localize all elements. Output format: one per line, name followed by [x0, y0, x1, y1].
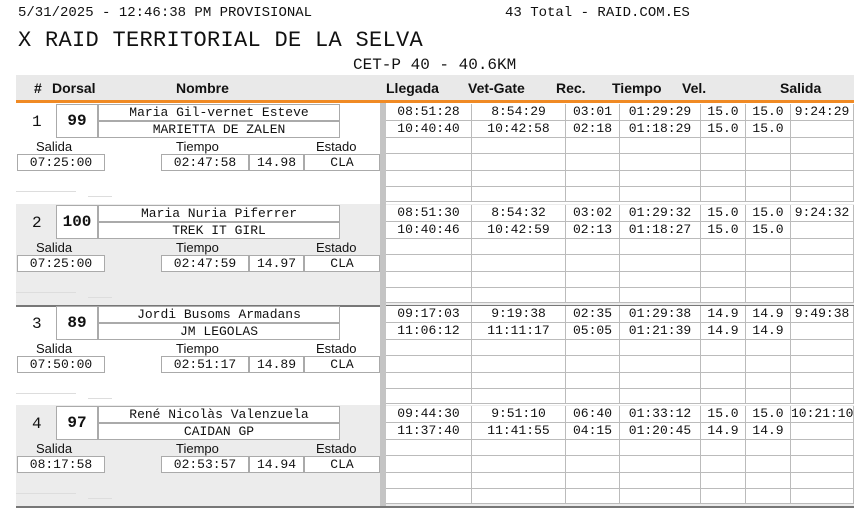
empty-cell — [746, 239, 791, 255]
loop-cell: 01:18:29 — [620, 121, 701, 138]
loop-cell — [791, 423, 854, 440]
loop-cell — [791, 222, 854, 239]
col-llegada: Llegada — [386, 80, 439, 96]
divider-line — [88, 297, 112, 298]
empty-cell — [472, 456, 566, 473]
empty-cell — [701, 389, 746, 404]
divider-line — [16, 493, 76, 494]
empty-cell — [566, 356, 620, 373]
loop-cell: 05:05 — [566, 323, 620, 340]
loop-cell: 15.0 — [746, 104, 791, 121]
empty-cell — [746, 473, 791, 489]
empty-cell — [566, 288, 620, 303]
start-time: 07:25:00 — [17, 255, 105, 272]
loop-cell — [791, 323, 854, 340]
col-dorsal: Dorsal — [52, 80, 96, 96]
empty-cell — [566, 340, 620, 356]
empty-cell — [620, 272, 701, 288]
loop-cell: 8:54:29 — [472, 104, 566, 121]
divider-line — [16, 393, 76, 394]
divider-line — [16, 191, 76, 192]
divider-line — [88, 498, 112, 499]
empty-cell — [566, 456, 620, 473]
loop-cell: 02:13 — [566, 222, 620, 239]
empty-cell — [386, 272, 472, 288]
loop-cell: 08:51:28 — [386, 104, 472, 121]
dorsal-number: 89 — [67, 314, 87, 332]
loop-cell: 8:54:32 — [472, 205, 566, 222]
empty-cell — [791, 272, 854, 288]
empty-cell — [386, 340, 472, 356]
empty-cell — [791, 239, 854, 255]
empty-cell — [620, 154, 701, 171]
start-time: 07:50:00 — [17, 356, 105, 373]
empty-cell — [791, 356, 854, 373]
loop-cell: 09:17:03 — [386, 306, 472, 323]
loop-cell: 06:40 — [566, 406, 620, 423]
loop-cell: 11:37:40 — [386, 423, 472, 440]
empty-cell — [746, 255, 791, 272]
rider-name: Maria Gil-vernet Esteve — [98, 104, 340, 121]
empty-cell — [566, 473, 620, 489]
loop-cell: 11:11:17 — [472, 323, 566, 340]
empty-cell — [791, 138, 854, 154]
empty-cell — [566, 138, 620, 154]
dorsal-number: 100 — [62, 213, 92, 231]
loop-cell: 03:02 — [566, 205, 620, 222]
empty-cell — [701, 356, 746, 373]
empty-cell — [472, 154, 566, 171]
empty-cell — [791, 456, 854, 473]
empty-cell — [386, 440, 472, 456]
divider-line — [88, 196, 112, 197]
salida-label: Salida — [36, 139, 73, 154]
tiempo-label: Tiempo — [176, 139, 219, 154]
empty-cell — [386, 473, 472, 489]
empty-cell — [791, 340, 854, 356]
empty-cell — [386, 138, 472, 154]
salida-label: Salida — [36, 240, 73, 255]
loop-grid — [386, 205, 854, 303]
empty-cell — [566, 389, 620, 404]
empty-cell — [386, 489, 472, 504]
empty-cell — [472, 288, 566, 303]
empty-cell — [386, 288, 472, 303]
empty-cell — [791, 288, 854, 303]
loop-cell — [791, 121, 854, 138]
avg-speed: 14.89 — [249, 356, 304, 373]
empty-cell — [386, 373, 472, 389]
empty-cell — [701, 456, 746, 473]
empty-cell — [386, 356, 472, 373]
loop-cell: 9:51:10 — [472, 406, 566, 423]
empty-cell — [746, 389, 791, 404]
col-rec: Rec. — [556, 80, 586, 96]
loop-cell: 01:29:29 — [620, 104, 701, 121]
result-row — [16, 103, 854, 206]
loop-cell: 01:29:32 — [620, 205, 701, 222]
loop-cell: 11:41:55 — [472, 423, 566, 440]
result-row — [16, 305, 854, 408]
avg-speed: 14.94 — [249, 456, 304, 473]
empty-cell — [620, 456, 701, 473]
empty-cell — [620, 389, 701, 404]
tiempo-label: Tiempo — [176, 341, 219, 356]
empty-cell — [791, 255, 854, 272]
empty-cell — [386, 187, 472, 202]
empty-cell — [620, 288, 701, 303]
total-time: 02:47:58 — [161, 154, 249, 171]
report-timestamp: 5/31/2025 - 12:46:38 PM PROVISIONAL — [18, 5, 313, 21]
page-title: X RAID TERRITORIAL DE LA SELVA — [18, 28, 424, 53]
empty-cell — [620, 255, 701, 272]
category-subtitle: CET-P 40 - 40.6KM — [353, 56, 517, 74]
empty-cell — [746, 489, 791, 504]
loop-cell: 02:18 — [566, 121, 620, 138]
loop-cell: 01:21:39 — [620, 323, 701, 340]
loop-cell: 14.9 — [701, 423, 746, 440]
total-time: 02:51:17 — [161, 356, 249, 373]
loop-cell: 15.0 — [701, 121, 746, 138]
empty-cell — [701, 187, 746, 202]
empty-cell — [746, 187, 791, 202]
horse-name: JM LEGOLAS — [98, 323, 340, 340]
tiempo-label: Tiempo — [176, 240, 219, 255]
empty-cell — [472, 138, 566, 154]
empty-cell — [386, 171, 472, 187]
loop-grid — [386, 104, 854, 202]
divider-line — [16, 292, 76, 293]
status: CLA — [304, 456, 380, 473]
loop-cell: 15.0 — [701, 104, 746, 121]
loop-cell: 02:35 — [566, 306, 620, 323]
result-row — [16, 204, 854, 307]
empty-cell — [566, 187, 620, 202]
empty-cell — [386, 456, 472, 473]
empty-cell — [791, 389, 854, 404]
loop-cell: 11:06:12 — [386, 323, 472, 340]
loop-cell: 03:01 — [566, 104, 620, 121]
col-pos: # — [34, 80, 42, 96]
empty-cell — [701, 473, 746, 489]
loop-cell: 15.0 — [701, 205, 746, 222]
empty-cell — [746, 340, 791, 356]
empty-cell — [386, 389, 472, 404]
loop-cell: 14.9 — [701, 306, 746, 323]
loop-cell: 14.9 — [746, 423, 791, 440]
position-number: 4 — [32, 415, 42, 433]
empty-cell — [620, 356, 701, 373]
loop-cell: 09:44:30 — [386, 406, 472, 423]
empty-cell — [566, 373, 620, 389]
rider-name: René Nicolàs Valenzuela — [98, 406, 340, 423]
loop-cell: 15.0 — [746, 121, 791, 138]
tiempo-label: Tiempo — [176, 441, 219, 456]
empty-cell — [472, 255, 566, 272]
empty-cell — [472, 340, 566, 356]
loop-cell: 14.9 — [746, 306, 791, 323]
loop-cell: 08:51:30 — [386, 205, 472, 222]
loop-cell: 9:49:38 — [791, 306, 854, 323]
start-time: 08:17:58 — [17, 456, 105, 473]
empty-cell — [620, 138, 701, 154]
loop-cell: 9:24:32 — [791, 205, 854, 222]
empty-cell — [746, 456, 791, 473]
empty-cell — [620, 340, 701, 356]
loop-cell: 10:21:10 — [791, 406, 854, 421]
table-header — [16, 75, 854, 103]
empty-cell — [566, 440, 620, 456]
rider-name: Maria Nuria Piferrer — [98, 205, 340, 222]
horse-name: MARIETTA DE ZALEN — [98, 121, 340, 138]
empty-cell — [566, 489, 620, 504]
empty-cell — [791, 373, 854, 389]
estado-label: Estado — [316, 341, 357, 356]
empty-cell — [472, 389, 566, 404]
loop-cell: 01:20:45 — [620, 423, 701, 440]
salida-label: Salida — [36, 341, 73, 356]
empty-cell — [701, 239, 746, 255]
empty-cell — [701, 255, 746, 272]
loop-cell: 01:18:27 — [620, 222, 701, 239]
empty-cell — [386, 154, 472, 171]
loop-cell: 15.0 — [746, 222, 791, 239]
avg-speed: 14.98 — [249, 154, 304, 171]
loop-cell: 15.0 — [701, 406, 746, 423]
empty-cell — [746, 440, 791, 456]
horse-name: TREK IT GIRL — [98, 222, 340, 239]
empty-cell — [701, 373, 746, 389]
empty-cell — [566, 272, 620, 288]
dorsal-number: 99 — [67, 112, 87, 130]
empty-cell — [386, 255, 472, 272]
position-number: 2 — [32, 214, 42, 232]
estado-label: Estado — [316, 441, 357, 456]
empty-cell — [472, 171, 566, 187]
rider-name: Jordi Busoms Armadans — [98, 306, 340, 323]
empty-cell — [566, 171, 620, 187]
col-vel: Vel. — [682, 80, 707, 96]
loop-cell: 14.9 — [746, 323, 791, 340]
loop-cell: 10:42:59 — [472, 222, 566, 239]
empty-cell — [472, 356, 566, 373]
empty-cell — [791, 187, 854, 202]
empty-cell — [701, 138, 746, 154]
total-count: 43 Total - RAID.COM.ES — [505, 5, 690, 21]
status: CLA — [304, 356, 380, 373]
empty-cell — [620, 473, 701, 489]
loop-cell: 14.9 — [701, 323, 746, 340]
status: CLA — [304, 154, 380, 171]
empty-cell — [472, 373, 566, 389]
loop-cell: 01:33:12 — [620, 406, 701, 423]
empty-cell — [701, 288, 746, 303]
estado-label: Estado — [316, 139, 357, 154]
divider-line — [88, 398, 112, 399]
empty-cell — [746, 138, 791, 154]
loop-cell: 9:19:38 — [472, 306, 566, 323]
empty-cell — [566, 154, 620, 171]
empty-cell — [701, 489, 746, 504]
position-number: 1 — [32, 113, 42, 131]
empty-cell — [701, 340, 746, 356]
loop-cell: 9:24:29 — [791, 104, 854, 121]
empty-cell — [620, 239, 701, 255]
empty-cell — [620, 187, 701, 202]
loop-cell: 10:42:58 — [472, 121, 566, 138]
empty-cell — [791, 171, 854, 187]
empty-cell — [746, 373, 791, 389]
loop-cell: 04:15 — [566, 423, 620, 440]
empty-cell — [701, 440, 746, 456]
empty-cell — [620, 489, 701, 504]
empty-cell — [701, 171, 746, 187]
loop-grid — [386, 306, 854, 404]
start-time: 07:25:00 — [17, 154, 105, 171]
result-row — [16, 405, 854, 508]
col-tiempo: Tiempo — [612, 80, 662, 96]
total-time: 02:47:59 — [161, 255, 249, 272]
col-nombre: Nombre — [176, 80, 229, 96]
empty-cell — [746, 154, 791, 171]
empty-cell — [791, 154, 854, 171]
loop-cell: 15.0 — [746, 406, 791, 423]
empty-cell — [620, 373, 701, 389]
total-time: 02:53:57 — [161, 456, 249, 473]
empty-cell — [701, 272, 746, 288]
status: CLA — [304, 255, 380, 272]
empty-cell — [472, 440, 566, 456]
empty-cell — [472, 187, 566, 202]
empty-cell — [472, 473, 566, 489]
col-salida: Salida — [780, 80, 822, 96]
empty-cell — [701, 154, 746, 171]
loop-cell: 15.0 — [746, 205, 791, 222]
loop-cell: 10:40:46 — [386, 222, 472, 239]
horse-name: CAIDAN GP — [98, 423, 340, 440]
empty-cell — [791, 489, 854, 504]
empty-cell — [566, 239, 620, 255]
empty-cell — [472, 489, 566, 504]
dorsal-number: 97 — [67, 414, 87, 432]
empty-cell — [386, 239, 472, 255]
empty-cell — [746, 288, 791, 303]
loop-cell: 15.0 — [701, 222, 746, 239]
avg-speed: 14.97 — [249, 255, 304, 272]
loop-grid — [386, 406, 854, 504]
salida-label: Salida — [36, 441, 73, 456]
position-number: 3 — [32, 315, 42, 333]
empty-cell — [746, 272, 791, 288]
empty-cell — [472, 239, 566, 255]
estado-label: Estado — [316, 240, 357, 255]
empty-cell — [472, 272, 566, 288]
empty-cell — [791, 473, 854, 489]
loop-cell: 10:40:40 — [386, 121, 472, 138]
col-vet-gate: Vet-Gate — [468, 80, 525, 96]
empty-cell — [746, 356, 791, 373]
loop-cell: 01:29:38 — [620, 306, 701, 323]
empty-cell — [620, 440, 701, 456]
empty-cell — [620, 171, 701, 187]
empty-cell — [566, 255, 620, 272]
empty-cell — [791, 440, 854, 456]
empty-cell — [746, 171, 791, 187]
